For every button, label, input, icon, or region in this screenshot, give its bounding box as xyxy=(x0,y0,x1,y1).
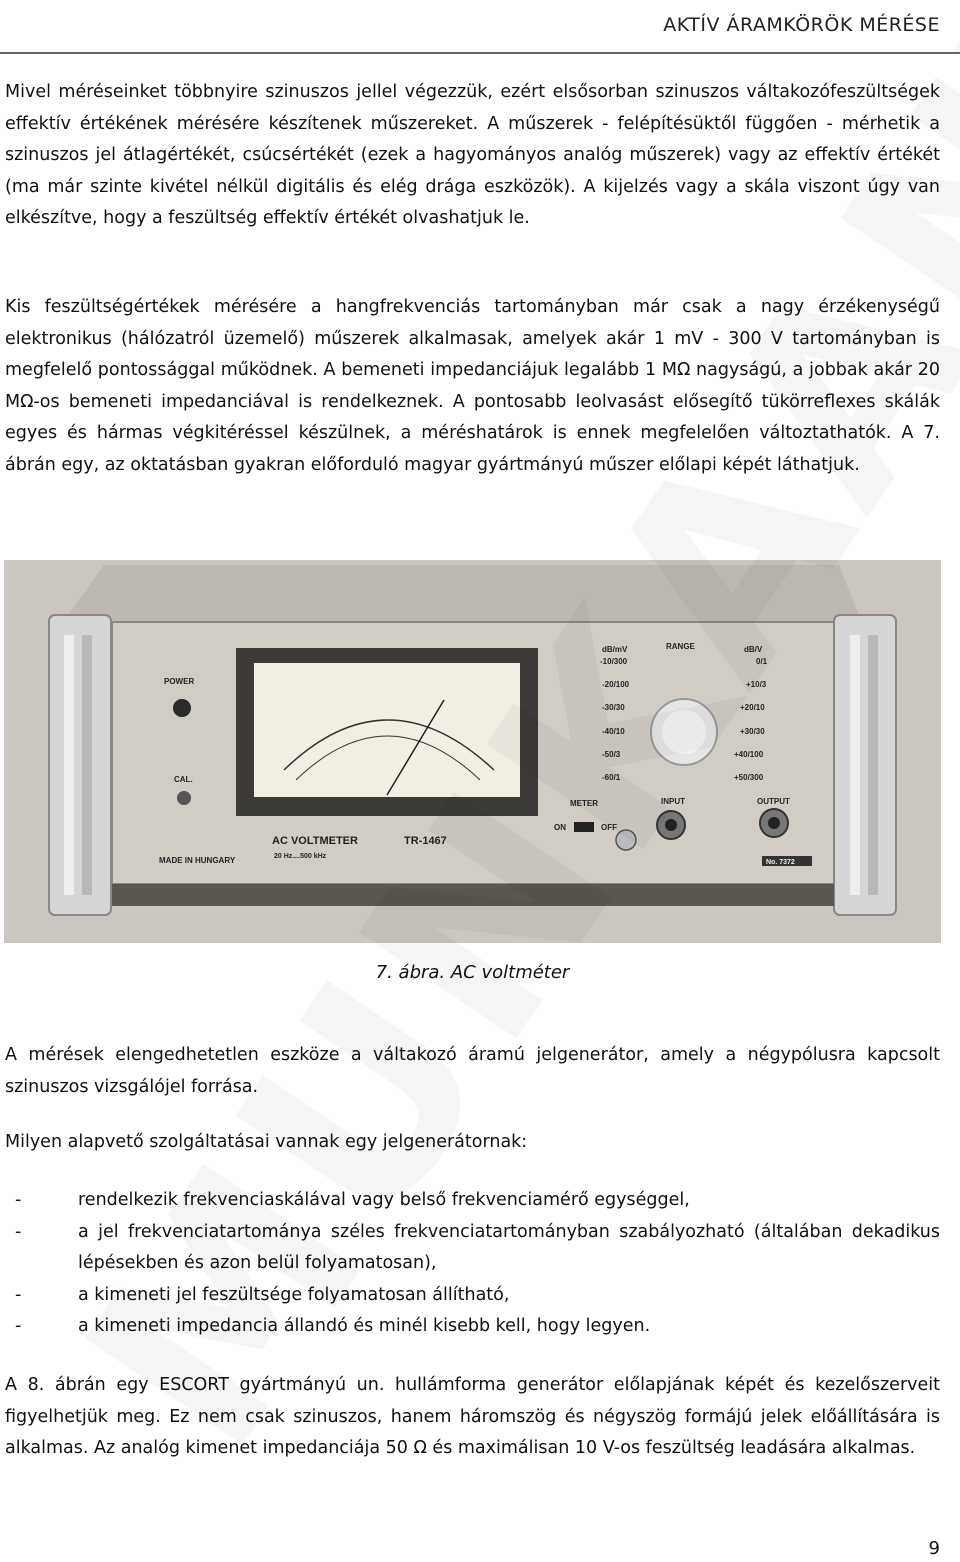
list-marker: - xyxy=(15,1316,22,1336)
figure-ac-voltmeter-photo xyxy=(4,560,941,943)
list-marker: - xyxy=(15,1190,22,1210)
meter-switch xyxy=(574,822,594,832)
model-number: TR-1467 xyxy=(404,835,447,847)
range-left-1: -10/300 xyxy=(600,657,628,666)
output-label: OUTPUT xyxy=(757,797,790,806)
list-item-text: a jel frekvenciatartománya széles frekvenciatartományban szabályozható (általában dekadikus lépésekben és azon belül folyamatosan), xyxy=(78,1221,940,1273)
list-item xyxy=(5,1311,940,1343)
db-v-label: dB/V xyxy=(744,645,763,654)
serial-number: No. 7372 xyxy=(766,859,795,866)
feature-list xyxy=(5,1185,940,1343)
range-right-6: +50/300 xyxy=(734,773,764,782)
power-switch xyxy=(173,699,191,717)
list-marker: - xyxy=(15,1284,22,1305)
meter-face xyxy=(254,663,520,797)
made-in-label: MADE IN HUNGARY xyxy=(159,856,236,865)
db-mv-label: dB/mV xyxy=(602,645,628,654)
list-marker: - xyxy=(15,1221,22,1242)
meter-off-label: OFF xyxy=(601,823,617,832)
paragraph-signal-generator: A mérések elengedhetetlen eszköze a váltakozó áramú jelgenerátor, amely a négypólusra kapcsolt szinuszos vizsgálójel forrása. xyxy=(5,1045,940,1097)
model-name: AC VOLTMETER xyxy=(272,835,358,847)
list-item-text: a kimeneti jel feszültsége folyamatosan állítható, xyxy=(78,1284,510,1305)
input-label: INPUT xyxy=(661,797,685,806)
meter-label: METER xyxy=(570,799,598,808)
figure-caption: 7. ábra. AC voltméter xyxy=(375,962,570,983)
range-label: RANGE xyxy=(666,642,695,651)
range-right-1: 0/1 xyxy=(756,657,768,666)
running-header: AKTÍV ÁRAMKÖRÖK MÉRÉSE xyxy=(663,14,940,36)
paragraph-voltmeters: Kis feszültségértékek mérésére a hangfrekvenciás tartományban már csak a nagy érzékenységű elektronikus (hálózatról üzemelő) műszerek alkalmasak, amelyek akár 1 mV - 300 V tartományban is megfelelő pontossággal működnek. A bemeneti impedanciájuk legalább 1 MΩ nagyságú, a jobbak akár 20 MΩ-os bemeneti impedanciával is rendelkeznek. A pontosabb leolvasást elősegítő tükörreflexes skálák egyes és hármas végkitéréssel készülnek, a méréshatárok is ennek megfelelően változtathatók. A 7. ábrán egy, az oktatásban gyakran előforduló magyar gyártmányú műszer előlapi képét láthatjuk. xyxy=(5,297,940,475)
voltmeter-illustration xyxy=(4,560,941,943)
list-item-text: a kimeneti impedancia állandó és minél kisebb kell, hogy legyen. xyxy=(78,1316,651,1336)
header-rule xyxy=(0,52,960,54)
frequency-range-label: 20 Hz....500 kHz xyxy=(274,853,327,860)
page-number: 9 xyxy=(928,1538,940,1559)
right-handle xyxy=(834,615,896,915)
paragraph-escort-generator: A 8. ábrán egy ESCORT gyártmányú un. hullámforma generátor előlapjának képét és kezelőszerveit figyelhetjük meg. Ez nem csak szinuszos, hanem háromszög és négyszög formájú jelek előállítására is alkalmas. Az analóg kimenet impedanciája 50 Ω és maximálisan 10 V-os feszültség leadására alkalmas. xyxy=(5,1375,940,1458)
paragraph-list-intro: Milyen alapvető szolgáltatásai vannak egy jelgenerátornak: xyxy=(5,1132,528,1152)
paragraph-intro: Mivel méréseinket többnyire szinuszos jellel végezzük, ezért elsősorban szinuszos váltakozófeszültségek effektív értékének mérésére készítenek műszereket. A műszerek - felépítésüktől függően - mérhetik a szinuszos jel átlagértékét, csúcsértékét (ezek a hagyományos analóg műszerek) vagy az effektív értékét (ma már szinte kivétel nélkül digitális és elég drága eszközök). A kijelzés vagy a skála viszont úgy van elkészítve, hogy a feszültség effektív értékét olvashatjuk le. xyxy=(5,82,940,228)
range-left-4: -40/10 xyxy=(602,727,625,736)
meter-on-label: ON xyxy=(554,823,566,832)
range-left-3: -30/30 xyxy=(602,703,625,712)
range-left-2: -20/100 xyxy=(602,680,630,689)
range-left-6: -60/1 xyxy=(602,773,621,782)
list-item xyxy=(5,1280,940,1312)
range-right-3: +20/10 xyxy=(740,703,765,712)
range-right-4: +30/30 xyxy=(740,727,765,736)
list-item-text: rendelkezik frekvenciaskálával vagy belső frekvenciamérő egységgel, xyxy=(78,1190,690,1210)
range-right-2: +10/3 xyxy=(746,680,767,689)
range-left-5: -50/3 xyxy=(602,750,621,759)
cal-knob xyxy=(177,791,191,805)
list-item xyxy=(5,1217,940,1280)
list-item xyxy=(5,1185,940,1217)
cal-label: CAL. xyxy=(174,775,193,784)
power-label: POWER xyxy=(164,677,195,686)
left-handle xyxy=(49,615,111,915)
range-right-5: +40/100 xyxy=(734,750,764,759)
